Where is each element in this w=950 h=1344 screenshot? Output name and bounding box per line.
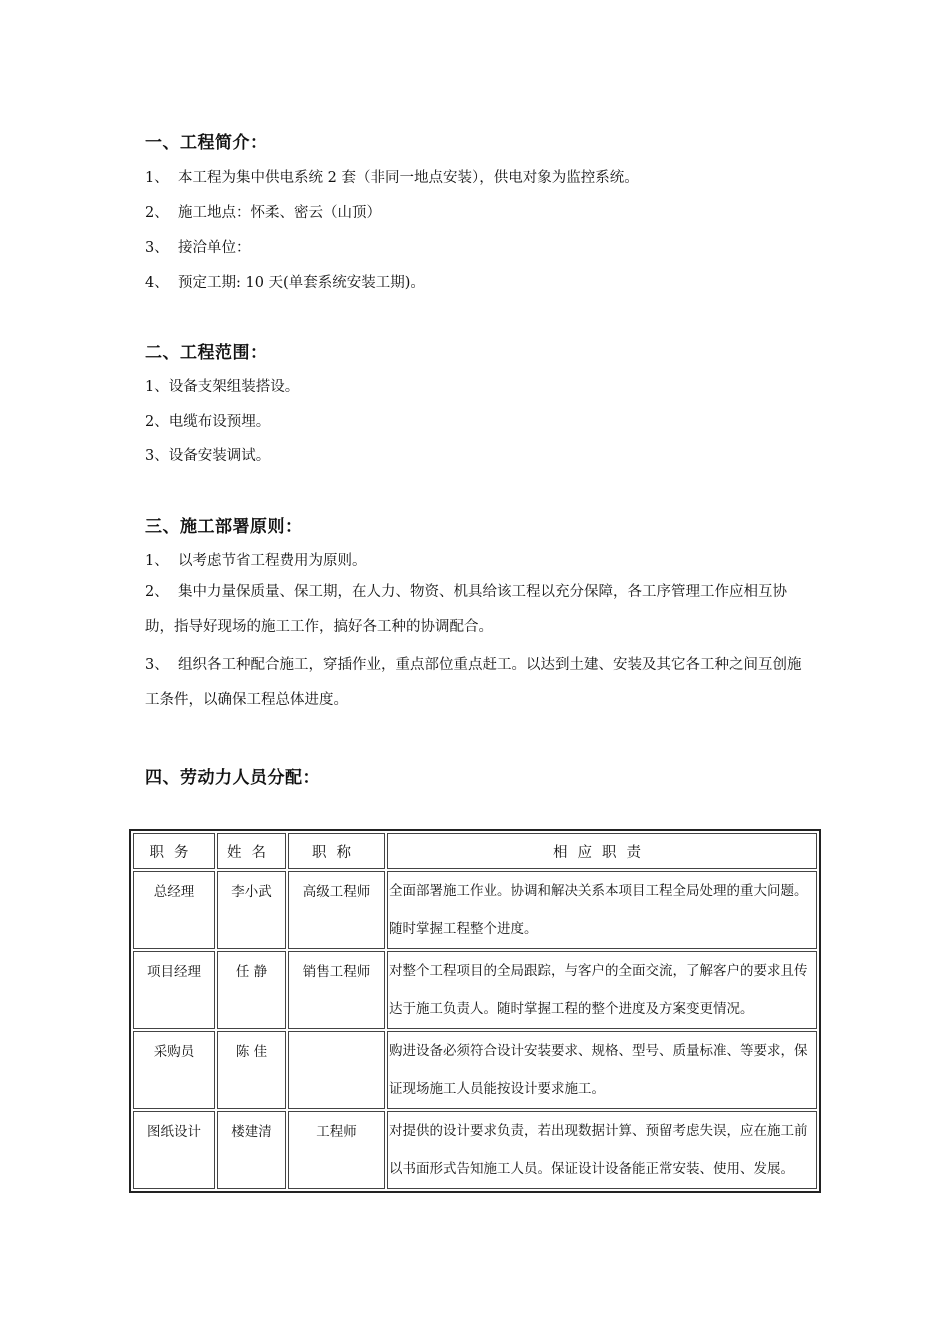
section-3-item: [145, 648, 810, 718]
section-3-item: [145, 549, 367, 570]
section-2-item: 1、设备支架组装搭设。: [145, 379, 300, 395]
item-number: 2、: [145, 584, 169, 600]
cell-title: [288, 1031, 385, 1109]
table-row: [133, 871, 817, 949]
section-3-item: [145, 575, 810, 645]
cell-duty: 全面部署施工作业。协调和解决关系本项目工程全局处理的重大问题。随时掌握工程整个进度。: [387, 871, 817, 949]
section-1-item: [145, 236, 251, 257]
item-text: 预定工期: 10 天(单套系统安装工期)。: [178, 275, 425, 291]
table-row: [133, 1111, 817, 1189]
cell-name: 陈 佳: [217, 1031, 286, 1109]
item-text: 接洽单位：: [178, 240, 251, 256]
item-text: 以考虑节省工程费用为原则。: [178, 553, 367, 569]
item-number: 3、: [145, 657, 169, 673]
item-text: 集中力量保质量、保工期，在人力、物资、机具给该工程以充分保障，各工序管理工作应相互协助，指导好现场的施工工作，搞好各工种的协调配合。: [145, 584, 787, 635]
item-number: 4、: [145, 275, 169, 291]
cell-duty: 购进设备必须符合设计安装要求、规格、型号、质量标准、等要求，保证现场施工人员能按设计要求施工。: [387, 1031, 817, 1109]
item-text: 组织各工种配合施工，穿插作业，重点部位重点赶工。以达到土建、安装及其它各工种之间互创施工条件，以确保工程总体进度。: [145, 657, 802, 708]
cell-duty: 对提供的设计要求负责，若出现数据计算、预留考虑失误，应在施工前以书面形式告知施工人员。保证设计设备能正常安装、使用、发展。: [387, 1111, 817, 1189]
item-number: 2、: [145, 205, 169, 221]
section-4-heading: 四、劳动力人员分配：: [145, 768, 320, 788]
cell-position: 采购员: [133, 1031, 215, 1109]
section-2-item: 2、电缆布设预埋。: [145, 414, 271, 430]
item-text: 本工程为集中供电系统 2 套（非同一地点安装），供电对象为监控系统。: [178, 170, 639, 186]
table-row: [133, 1031, 817, 1109]
cell-name: 任 静: [217, 951, 286, 1029]
cell-position: 项目经理: [133, 951, 215, 1029]
section-1-item: [145, 166, 639, 187]
cell-position: 图纸设计: [133, 1111, 215, 1189]
cell-title: 高级工程师: [288, 871, 385, 949]
item-number: 3、: [145, 240, 169, 256]
section-1-item: [145, 271, 425, 292]
header-title: 职称: [288, 833, 385, 869]
cell-title: 销售工程师: [288, 951, 385, 1029]
cell-title: 工程师: [288, 1111, 385, 1189]
header-position: 职务: [133, 833, 215, 869]
table-row: [133, 951, 817, 1029]
cell-position: 总经理: [133, 871, 215, 949]
cell-name: 楼建清: [217, 1111, 286, 1189]
item-number: 1、: [145, 553, 169, 569]
section-1-heading: 一、工程简介：: [145, 133, 268, 153]
header-name: 姓名: [217, 833, 286, 869]
cell-duty: 对整个工程项目的全局跟踪，与客户的全面交流，了解客户的要求且传达于施工负责人。随时掌握工程的整个进度及方案变更情况。: [387, 951, 817, 1029]
header-duty: 相应职责: [387, 833, 817, 869]
section-1-item: [145, 201, 381, 222]
cell-name: 李小武: [217, 871, 286, 949]
section-2-heading: 二、工程范围：: [145, 343, 268, 363]
item-text: 施工地点：怀柔、密云（山顶）: [178, 205, 381, 221]
section-3-heading: 三、施工部署原则：: [145, 517, 303, 537]
section-2-item: 3、设备安装调试。: [145, 448, 271, 464]
table-header-row: [133, 833, 817, 869]
item-number: 1、: [145, 170, 169, 186]
staff-table: [129, 829, 821, 1193]
